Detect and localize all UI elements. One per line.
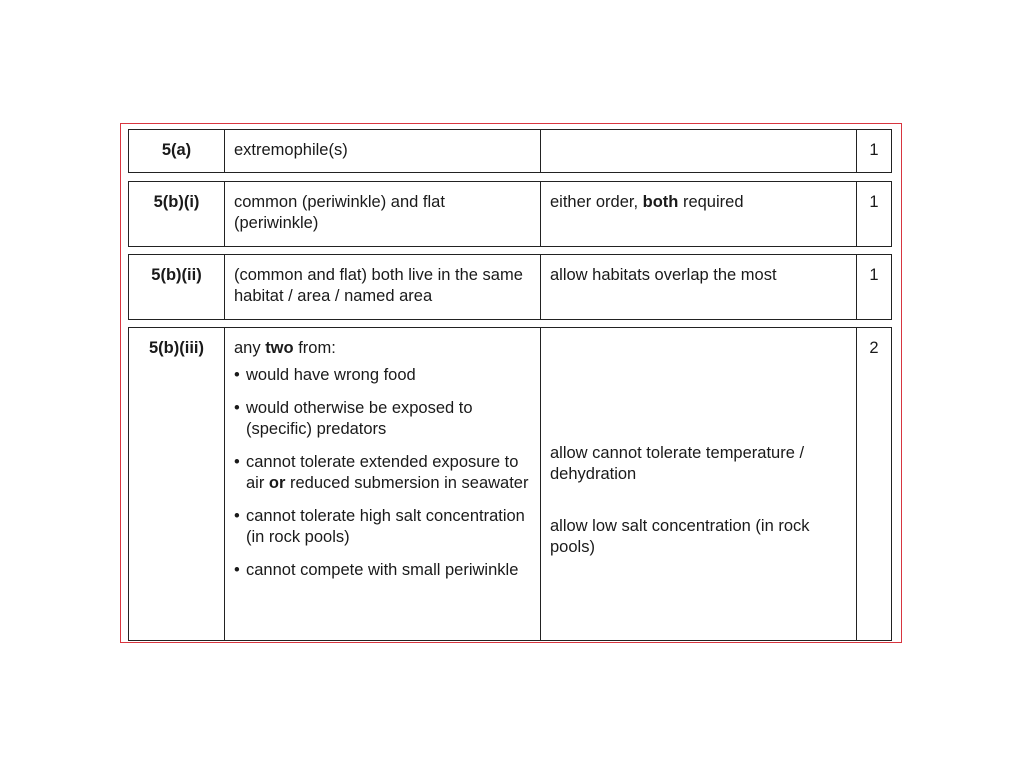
guidance-text: either order, <box>550 193 643 211</box>
guidance-cell: allow habitats overlap the most <box>541 255 857 320</box>
list-item-text: cannot tolerate high salt concentration (in rock pools) <box>246 507 525 546</box>
list-item-bold-text: or <box>268 474 286 492</box>
question-number: 5(b)(ii) <box>129 255 225 320</box>
guidance-text-2: allow low salt concentration (in rock pools) <box>550 517 810 556</box>
list-item-text-end: reduced submersion in seawater <box>285 474 529 492</box>
list-item-text: cannot compete with small periwinkle <box>246 561 519 579</box>
list-item <box>234 506 532 548</box>
marks-cell: 1 <box>857 255 892 320</box>
guidance-text-end: required <box>678 193 744 211</box>
list-item <box>234 560 532 581</box>
answer-cell: extremophile(s) <box>225 130 541 173</box>
bullet-icon: • <box>234 399 240 417</box>
question-number: 5(b)(iii) <box>129 328 225 641</box>
answer-bullet-list <box>234 365 532 581</box>
list-item-text: would have wrong food <box>246 366 416 384</box>
marks-cell: 2 <box>857 328 892 641</box>
bullet-icon: • <box>234 453 240 471</box>
guidance-text-1: allow cannot tolerate temperature / dehydration <box>550 444 805 483</box>
marks-cell: 1 <box>857 182 892 247</box>
list-item-text: cannot tolerate extended exposure to air <box>246 453 519 492</box>
intro-text-end: from: <box>293 339 336 357</box>
mark-scheme-row-5biii <box>128 327 892 641</box>
guidance-cell <box>541 182 857 247</box>
bullet-icon: • <box>234 507 240 525</box>
mark-scheme-row-5bi <box>128 181 892 247</box>
mark-scheme-row-5a <box>128 129 892 173</box>
answer-intro <box>234 338 532 359</box>
intro-bold-text: two <box>265 339 294 357</box>
mark-scheme-row-5bii <box>128 254 892 320</box>
list-item-text: would otherwise be exposed to (specific) predators <box>246 399 473 438</box>
list-item <box>234 452 532 494</box>
list-item <box>234 398 532 440</box>
question-number: 5(b)(i) <box>129 182 225 247</box>
marks-cell: 1 <box>857 130 892 173</box>
bullet-icon: • <box>234 366 240 384</box>
intro-text: any <box>234 339 266 357</box>
question-number: 5(a) <box>129 130 225 173</box>
answer-cell: common (periwinkle) and flat (periwinkle) <box>225 182 541 247</box>
answer-cell <box>225 328 541 641</box>
guidance-cell <box>541 130 857 173</box>
guidance-bold-text: both <box>642 193 679 211</box>
list-item <box>234 365 532 386</box>
answer-cell: (common and flat) both live in the same habitat / area / named area <box>225 255 541 320</box>
guidance-cell <box>541 328 857 641</box>
bullet-icon: • <box>234 561 240 579</box>
